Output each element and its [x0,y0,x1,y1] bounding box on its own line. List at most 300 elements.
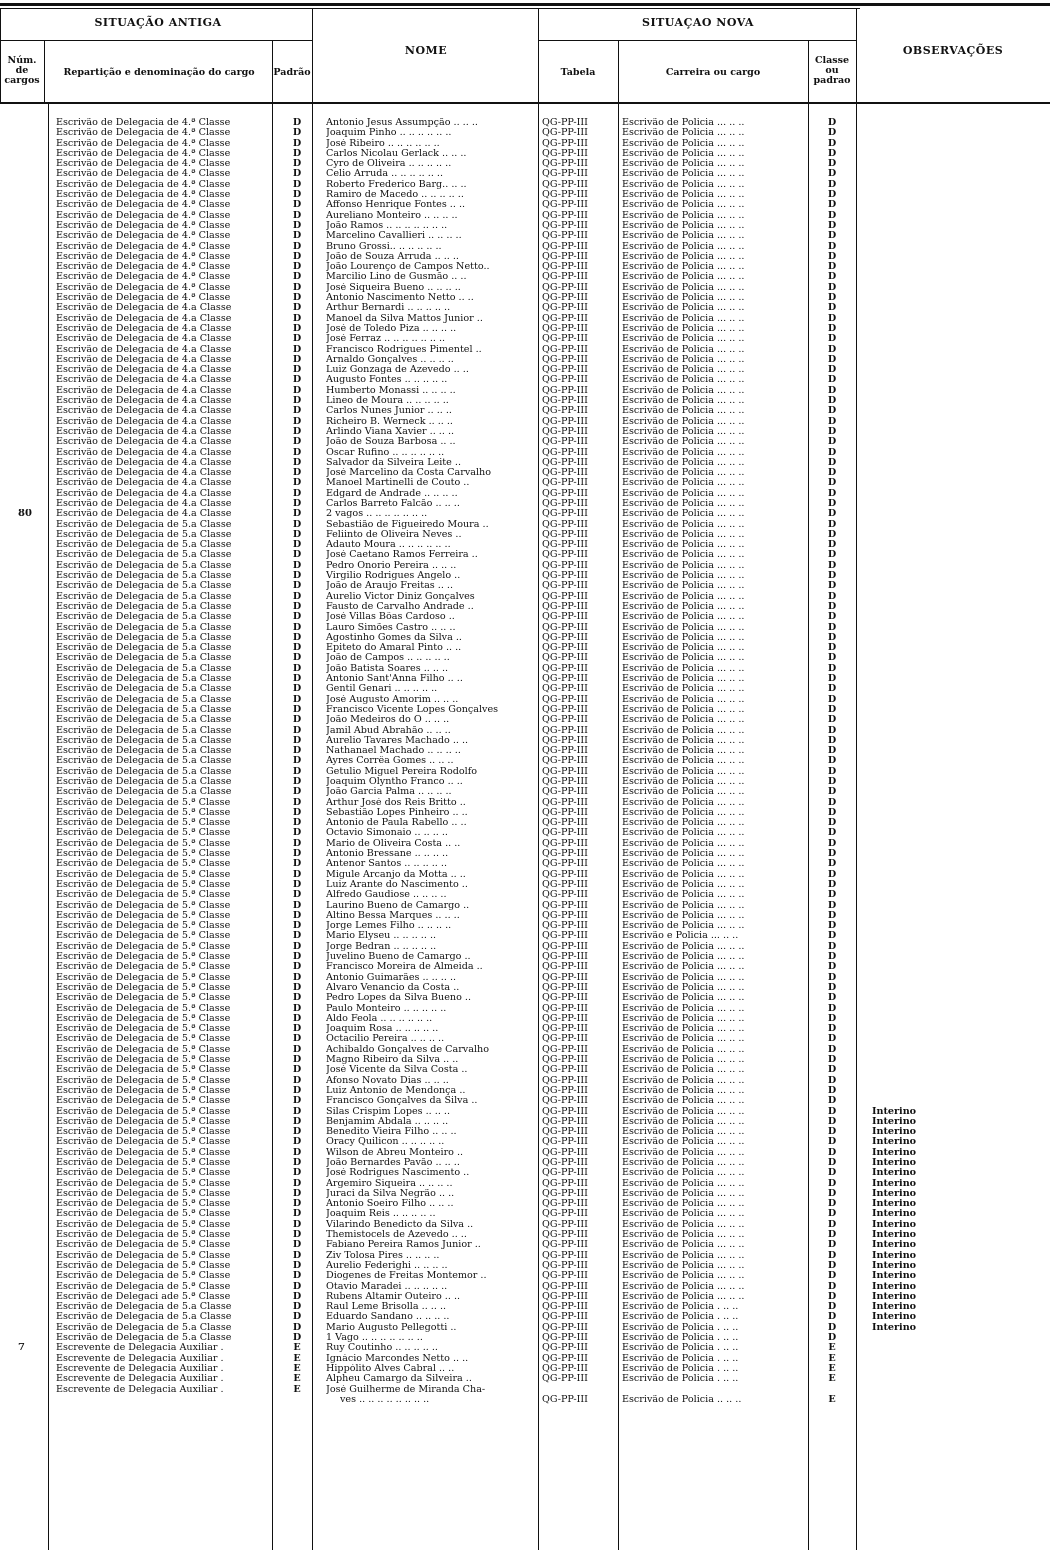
cell-tabela: QG-PP-III [542,632,588,643]
cell-classe: D [827,128,837,139]
table-row [0,592,1050,602]
cell-carreira: Escrivão de Policia . .. .. [622,1374,739,1385]
cell-nome: José Vicente da Silva Costa .. [326,1065,468,1076]
table-row [0,345,1050,355]
cell-classe: D [827,262,837,273]
cell-cargo: Escrivão de Delegacia de 5.a Classe [56,704,232,715]
cell-cargo: Escrivão de Delegacia de 5.a Classe [56,777,232,787]
cell-cargo: Escrivão de Delegacia de 5.a Classe [56,787,232,798]
cell-tabela: QG-PP-III [542,1116,588,1127]
table-row [0,777,1050,787]
cell-nome: Raul Leme Brisolla .. .. .. [326,1302,447,1313]
table-row [0,252,1050,262]
cell-padrao: D [292,694,302,705]
table-row [0,365,1050,375]
cell-cargo: Escrivão de Delegacia de 5.a Classe [56,725,232,736]
cell-carreira: Escrivão de Policia ... .. .. [622,375,745,386]
cell-cargo: Escrivão de Delegacia de 4.a Classe [56,354,232,365]
cell-nome: Pedro Onorio Pereira .. .. .. [326,560,457,571]
table-row [0,1117,1050,1127]
cell-nome: Argemiro Siqueira .. .. .. .. [326,1178,453,1189]
table-row [0,1179,1050,1189]
cell-classe: D [827,612,837,623]
cell-cargo: Escrivão de Delegacia de 5.ª Classe [56,1178,231,1189]
cell-cargo: Escrivão de Delegacia de 4.a Classe [56,344,232,355]
cell-classe: D [827,251,837,262]
table-row [0,818,1050,828]
cell-obs: Interino [872,1199,917,1210]
table-row [0,1004,1050,1014]
cell-tabela: QG-PP-III [542,746,588,757]
cell-padrao: D [292,251,302,262]
cell-classe: D [827,375,837,386]
cell-padrao: D [292,272,302,283]
cell-carreira: Escrivão de Policia ... .. .. [622,231,745,242]
cell-padrao: D [292,1230,302,1241]
cell-classe: D [827,1157,837,1168]
cell-tabela: QG-PP-III [542,1199,588,1210]
cell-nome: Antonio Soeiro Filho .. .. .. [326,1199,454,1210]
cell-tabela: QG-PP-III [542,468,588,479]
cell-padrao: D [292,179,302,190]
cell-nome: João Medeiros do Ó .. .. .. [326,715,450,726]
cell-classe: D [827,797,837,808]
cell-padrao: D [292,560,302,571]
table-row [0,612,1050,622]
cell-tabela: QG-PP-III [542,159,588,170]
cell-cargo: Escrivão de Delegacia de 5.ª Classe [56,1188,231,1199]
cell-cargo: Escrivão de Delegacia de 5.ª Classe [56,1003,231,1014]
cell-obs: Interino [872,1312,917,1323]
cell-cargo: Escrivão de Delegacia de 5.ª Classe [56,982,231,993]
cell-classe: D [827,1096,837,1107]
cell-classe: D [827,777,837,787]
cell-padrao: D [292,972,302,983]
cell-padrao: D [292,910,302,921]
cell-classe: D [827,354,837,365]
cell-tabela: QG-PP-III [542,313,588,324]
cell-padrao: D [292,118,302,128]
cell-obs: Interino [872,1281,917,1292]
cell-cargo: Escrivão de Delegacia de 4.a Classe [56,488,232,499]
cell-nome: Antonio Jesus Assumpção .. .. .. [326,118,478,128]
cell-padrao: D [292,1322,302,1333]
cell-classe: D [827,766,837,777]
cell-tabela: QG-PP-III [542,807,588,818]
cell-cargo: Escrivão de Delegacia de 5.ª Classe [56,1085,231,1096]
cell-tabela: QG-PP-III [542,890,588,901]
table-row [0,427,1050,437]
cell-cargo: Escrivão de Delegacia de 4.a Classe [56,313,232,324]
cell-nome: Joaquim Pinho .. .. .. .. .. .. [326,128,452,139]
cell-nome: Agostinho Gomes da Silva .. [326,632,462,643]
table-row [0,128,1050,138]
cell-carreira: Escrivão de Policia ... .. .. [622,632,745,643]
cell-classe: D [827,426,837,437]
table-row [0,149,1050,159]
cell-padrao: D [292,1209,302,1220]
cell-cargo: Escrivão de Delegacia de 4.ª Classe [56,231,231,242]
cell-cargo: Escrivão de Delegacia de 4.a Classe [56,468,232,479]
cell-padrao: D [292,993,302,1004]
cell-cargo: Escrivão de Delegacia de 5.a Classe [56,622,232,633]
table-row [0,1364,1050,1374]
cell-carreira: Escrivão de Policia ... .. .. [622,385,745,396]
cell-padrao: D [292,138,302,149]
cell-padrao: D [292,1271,302,1282]
header-classe-line-1: Classe [814,55,850,66]
cell-classe: D [827,859,837,870]
table-row [0,231,1050,241]
cell-tabela: QG-PP-III [542,478,588,489]
cell-carreira: Escrivão de Policia ... .. .. [622,859,745,870]
cell-carreira: Escrivão de Policia ... .. .. [622,993,745,1004]
cell-cargo: Escrivão de Delegacia de 4.ª Classe [56,262,231,273]
cell-cargo: Escrivão de Delegacia de 5.ª Classe [56,1116,231,1127]
cell-padrao: D [292,1178,302,1189]
table-row [0,633,1050,643]
table-row [0,1302,1050,1312]
cell-tabela: QG-PP-III [542,643,588,654]
cell-tabela: QG-PP-III [542,385,588,396]
cell-tabela: QG-PP-III [542,1168,588,1179]
cell-padrao: D [292,169,302,180]
cell-tabela: QG-PP-III [542,128,588,139]
table-row [0,1354,1050,1364]
table-row [0,375,1050,385]
cell-tabela: QG-PP-III [542,498,588,509]
table-row [0,200,1050,210]
cell-nome: Adauto Moura .. .. .. .. .. .. [326,540,451,551]
cell-carreira: Escrivão de Policia . .. .. [622,1343,739,1354]
cell-classe: D [827,869,837,880]
table-row [0,674,1050,684]
cell-carreira: Escrivão de Policia ... .. .. [622,272,745,283]
cell-classe: D [827,993,837,1004]
cell-cargo: Escrivão de Delegacia de 5.a Classe [56,529,232,540]
table-row [0,561,1050,571]
cell-tabela: QG-PP-III [542,1333,588,1344]
cell-nome: Luiz Gonzaga de Azevedo .. .. [326,365,469,376]
table-row [0,1148,1050,1158]
cell-cargo: Escrivão de Delegacia de 5.ª Classe [56,1044,231,1055]
cell-classe: D [827,220,837,231]
cell-cargo: Escrivão de Delegacia de 5.a Classe [56,756,232,767]
cell-carreira: Escrivão de Policia ... .. .. [622,262,745,273]
cell-nome: 1 Vago .. .. .. .. .. .. .. [326,1333,423,1344]
cell-nome: Carlos Barreto Falcão .. .. .. [326,498,460,509]
table-row [0,952,1050,962]
cell-nome: Aldo Feola .. .. .. .. .. .. [326,1013,433,1024]
table-row [0,314,1050,324]
cell-padrao: D [292,1260,302,1271]
cell-padrao: D [292,1137,302,1148]
cell-tabela: QG-PP-III [542,972,588,983]
cell-cargo: Escrivão de Delegacia de 4.ª Classe [56,190,231,201]
cell-padrao: D [292,550,302,561]
table-row [0,1127,1050,1137]
table-row [0,489,1050,499]
cell-nome: Lineo de Moura .. .. .. .. .. [326,396,449,407]
cell-carreira: Escrivão de Policia ... .. .. [622,684,745,695]
cell-tabela: QG-PP-III [542,849,588,860]
cell-carreira: Escrivão de Policia . .. .. [622,1312,739,1323]
cell-classe: E [828,1394,836,1405]
cell-padrao: D [292,1333,302,1344]
cell-cargo: Escrivão de Delegacia de 5.ª Classe [56,1137,231,1148]
cell-padrao: E [293,1384,301,1395]
cell-padrao: D [292,540,302,551]
table-row [0,406,1050,416]
cell-carreira: Escrivão e Policia ... .. .. [622,931,739,942]
cell-cargo: Escrivão de Delegacia de 5.ª Classe [56,1260,231,1271]
cell-classe: D [827,1188,837,1199]
cell-padrao: D [292,952,302,963]
cell-tabela: QG-PP-III [542,601,588,612]
cell-classe: D [827,684,837,695]
cell-nome: Edgard de Andrade .. .. .. .. [326,488,458,499]
cell-tabela: QG-PP-III [542,674,588,685]
cell-nome: Vilarindo Benedicto da Silva .. [326,1219,474,1230]
cell-carreira: Escrivão de Policia ... .. .. [622,1199,745,1210]
cell-cargo: Escrivão de Delegacia de 5.a Classe [56,571,232,582]
cell-padrao: D [292,447,302,458]
cell-carreira: Escrivão de Policia . .. .. [622,1333,739,1344]
cell-carreira: Escrivão de Policia ... .. .. [622,396,745,407]
table-row [0,458,1050,468]
cell-cargo: Escrivão de Delegacia de 5.ª Classe [56,890,231,901]
cell-nome: Ramiro de Macedo .. .. .. .. .. [326,190,464,201]
cell-padrao: D [292,797,302,808]
table-row [0,664,1050,674]
cell-classe: D [827,1199,837,1210]
cell-tabela: QG-PP-III [542,952,588,963]
header-classe-line-2: ou [825,65,839,76]
table-row [0,581,1050,591]
table-row [0,705,1050,715]
cell-tabela: QG-PP-III [542,437,588,448]
cell-cargo: Escrivão de Delegacia de 5.a Classe [56,601,232,612]
cell-tabela: QG-PP-III [542,1271,588,1282]
table-row [0,1168,1050,1178]
cell-nome: Humberto Monassi .. .. .. .. [326,385,456,396]
cell-padrao: D [292,1188,302,1199]
cell-tabela: QG-PP-III [542,540,588,551]
cell-padrao: D [292,1281,302,1292]
cell-classe: D [827,1075,837,1086]
cell-carreira: Escrivão de Policia ... .. .. [622,303,745,314]
cell-cargo: Escrivão de Delegacia de 5.ª Classe [56,1250,231,1261]
cell-nome: José Marcelino da Costa Carvalho [326,468,491,479]
cell-cargo: Escrivão de Delegacia de 5.a Classe [56,663,232,674]
table-row [0,478,1050,488]
cell-padrao: D [292,354,302,365]
cell-carreira: Escrivão de Policia ... .. .. [622,1219,745,1230]
header-num-cargos [0,56,44,86]
cell-carreira: Escrivão de Policia ... .. .. [622,1260,745,1271]
header-situacao-nova: SITUAÇAO NOVA [642,16,754,29]
cell-cargo: Escrivão de Delegacia de 5.a Classe [56,550,232,561]
cell-cargo: Escrivão de Delegacia de 4.ª Classe [56,241,231,252]
cell-classe: D [827,159,837,170]
cell-tabela: QG-PP-III [542,1065,588,1076]
cell-carreira: Escrivão de Policia ... .. .. [622,879,745,890]
cell-classe: D [827,982,837,993]
table-row [0,808,1050,818]
cell-carreira: Escrivão de Policia ... .. .. [622,1250,745,1261]
cell-carreira: Escrivão de Policia ... .. .. [622,962,745,973]
cell-cargo: Escrivão de Delegacia de 5.ª Classe [56,879,231,890]
cell-classe: D [827,210,837,221]
cell-tabela: QG-PP-III [542,190,588,201]
table-row [0,849,1050,859]
cell-nome: Ignácio Marcondes Netto .. .. [326,1353,469,1364]
cell-obs: Interino [872,1219,917,1230]
cell-cargo: Escrivão de Delegacia de 5.a Classe [56,653,232,664]
cell-carreira: Escrivão de Policia ... .. .. [622,128,745,139]
cell-carreira: Escrivão de Policia . .. .. [622,1363,739,1374]
cell-tabela: QG-PP-III [542,612,588,623]
cell-classe: D [827,756,837,767]
cell-carreira: Escrivão de Policia ... .. .. [622,1178,745,1189]
cell-padrao: D [292,1116,302,1127]
cell-tabela: QG-PP-III [542,118,588,128]
cell-cargo: Escrivão de Delegacia de 5.a Classe [56,581,232,592]
cell-padrao: D [292,344,302,355]
cell-classe: D [827,1013,837,1024]
cell-padrao: D [292,1291,302,1302]
table-row [0,1230,1050,1240]
cell-classe: D [827,365,837,376]
cell-tabela: QG-PP-III [542,1085,588,1096]
cell-cargo: Escrivão de Delegacia de 5.ª Classe [56,859,231,870]
cell-tabela: QG-PP-III [542,365,588,376]
cell-carreira: Escrivão de Policia ... .. .. [622,1281,745,1292]
table-row [0,448,1050,458]
header-nome: NOME [404,44,448,57]
cell-cargo: Escrivão de Delegacia de 4.ª Classe [56,272,231,283]
cell-classe: D [827,622,837,633]
cell-padrao: D [292,426,302,437]
cell-carreira: Escrivão de Policia ... .. .. [622,323,745,334]
cell-nome: Paulo Monteiro .. .. .. .. .. [326,1003,447,1014]
cell-carreira: Escrivão de Policia ... .. .. [622,344,745,355]
cell-padrao: D [292,622,302,633]
cell-tabela: QG-PP-III [542,962,588,973]
cell-carreira: Escrivão de Policia ... .. .. [622,550,745,561]
cell-tabela: QG-PP-III [542,1127,588,1138]
cell-padrao: D [292,704,302,715]
cell-cargo: Escrivão de Delegacia de 5.ª Classe [56,1127,231,1138]
table-row [0,1240,1050,1250]
cell-padrao: D [292,1075,302,1086]
cell-obs: Interino [872,1322,917,1333]
cell-carreira: Escrivão de Policia ... .. .. [622,653,745,664]
cell-cargo: Escrevente de Delegacia Auxiliar . [56,1384,224,1395]
table-row [0,139,1050,149]
cell-nome: Rubens Altamir Outeiro .. .. [326,1291,461,1302]
cell-classe: D [827,416,837,427]
cell-nome: Ayres Corrêa Gomes .. .. .. [326,756,454,767]
cell-tabela: QG-PP-III [542,220,588,231]
table-row [0,550,1050,560]
cell-classe: D [827,1250,837,1261]
cell-classe: D [827,643,837,654]
cell-obs: Interino [872,1178,917,1189]
cell-cargo: Escrivão de Delegacia de 4.a Classe [56,303,232,314]
cell-nome: José de Toledo Piza .. .. .. .. [326,323,457,334]
cell-padrao: D [292,262,302,273]
cell-cargo: Escrivão de Delegacia de 4.a Classe [56,509,232,520]
cell-nome: Jamil Abud Abrahão .. .. .. [326,725,451,736]
cell-carreira: Escrivão de Policia ... .. .. [622,982,745,993]
cell-cargo: Escrivão de Delegacia de 4.a Classe [56,478,232,489]
cell-classe: D [827,807,837,818]
cell-tabela: QG-PP-III [542,1230,588,1241]
cell-cargo: Escrivão de Delegacia de 5.a Classe [56,674,232,685]
cell-carreira: Escrivão de Policia ... .. .. [622,601,745,612]
table-row [0,303,1050,313]
cell-obs: Interino [872,1137,917,1148]
cell-nome: Francisco Vicente Lopes Gonçalves [326,704,499,715]
cell-cargo: Escrivão de Delegacia de 4.a Classe [56,498,232,509]
cell-classe: E [828,1374,836,1385]
cell-cargo: Escrivão de Delegacia de 5.ª Classe [56,1075,231,1086]
cell-padrao: D [292,746,302,757]
cell-cargo: Escrivão de Delegacia de 5.ª Classe [56,838,231,849]
cell-classe: D [827,1333,837,1344]
cell-classe: D [827,962,837,973]
cell-tabela: QG-PP-III [542,777,588,787]
cell-nome: Arlindo Viana Xavier .. .. .. [326,426,455,437]
cell-padrao: D [292,241,302,252]
cell-nome: Ruy Coutinho .. .. .. .. .. [326,1343,438,1354]
cell-nome: Joaquim Olyntho Franco .. .. [326,777,463,787]
cell-padrao: D [292,1199,302,1210]
cell-cargo: Escrevente de Delegacia Auxiliar . [56,1363,224,1374]
table-row [0,1107,1050,1117]
cell-cargo: Escrivão de Delegacia de 4.a Classe [56,416,232,427]
cell-carreira: Escrivão de Policia ... .. .. [622,251,745,262]
cell-padrao: D [292,375,302,386]
cell-classe: D [827,468,837,479]
cell-obs: Interino [872,1240,917,1251]
cell-carreira: Escrivão de Policia ... .. .. [622,787,745,798]
cell-cargo: Escrivão de Delegacia de 5.ª Classe [56,1271,231,1282]
cell-obs: Interino [872,1250,917,1261]
cell-classe: D [827,293,837,304]
cell-tabela: QG-PP-III [542,859,588,870]
cell-nome: Francisco Moreira de Almeida .. [326,962,483,973]
cell-carreira: Escrivão de Policia ... .. .. [622,797,745,808]
cell-cargo: Escrivão de Delegacia de 4.a Classe [56,426,232,437]
cell-classe: D [827,550,837,561]
cell-carreira: Escrivão de Policia . .. .. [622,1353,739,1364]
cell-tabela: QG-PP-III [542,488,588,499]
cell-cargo: Escrivão de Delegacia de 5.ª Classe [56,1024,231,1035]
cell-tabela: QG-PP-III [542,1055,588,1066]
cell-classe: D [827,1291,837,1302]
table-row [0,602,1050,612]
cell-padrao: D [292,931,302,942]
cell-nome: José Villas Bôas Cardoso .. [326,612,455,623]
table-row [0,355,1050,365]
table-row [0,334,1050,344]
cell-tabela: QG-PP-III [542,1013,588,1024]
cell-padrao: D [292,1044,302,1055]
cell-classe: D [827,1147,837,1158]
table-row [0,1096,1050,1106]
